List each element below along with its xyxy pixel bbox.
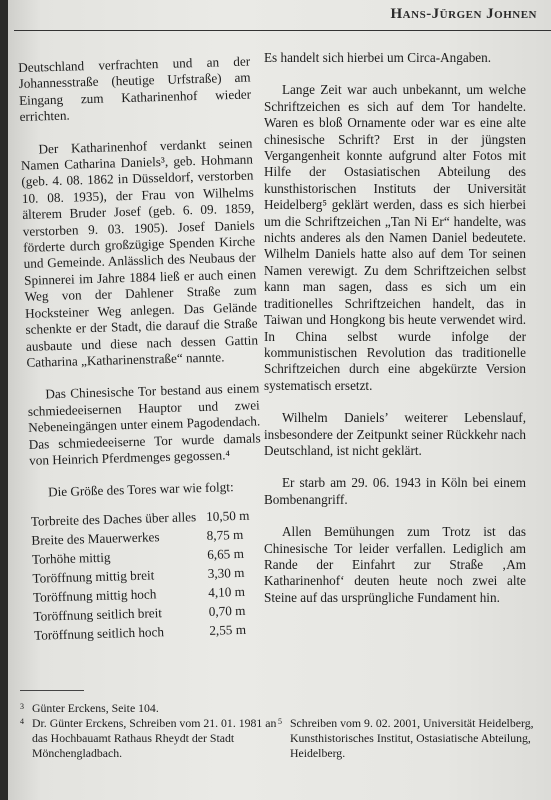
footnote-text: Günter Erckens, Seite 104. [32, 701, 159, 715]
dimensions-table [31, 505, 253, 644]
dim-label: Toröffnung mittig breit [32, 567, 155, 586]
dim-label: Toröffnung seitlich hoch [33, 623, 165, 643]
right-paragraph-4: Er starb am 29. 06. 1943 in Köln bei einem Bombenangriff. [264, 475, 526, 507]
footnote-text: Schreiben vom 9. 02. 2001, Universität Heidelberg, Kunsthistorisches Institut, Ostasiatische Abteilung, Heidelberg. [290, 716, 534, 760]
footnote-number: 4 [20, 717, 24, 726]
footnote-4 [20, 716, 280, 761]
dim-value: 3,30 m [207, 564, 245, 581]
footnote-5 [278, 716, 548, 761]
dim-value: 10,50 m [205, 507, 250, 524]
dimensions-intro: Die Größe des Tores war wie folgt: [47, 479, 234, 500]
right-paragraph-3: Wilhelm Daniels’ weiterer Lebenslauf, insbesondere der Zeitpunkt seiner Rückkehr nach Deutschland, ist nicht geklärt. [264, 410, 526, 458]
footnotes-right [278, 716, 548, 761]
running-header [14, 0, 551, 31]
dim-value: 8,75 m [206, 526, 244, 543]
footnote-number: 3 [20, 702, 24, 711]
header-author: Hans-Jürgen Johnen [390, 6, 537, 22]
right-paragraph-5: Allen Bemühungen zum Trotz ist das Chinesische Tor leider verfallen. Lediglich am Rande der Einfahrt zur Straße ‚Am Katharinenhof‘ deuten heute noch zwei alte Steine auf das ursprüngliche Fundament hin. [264, 524, 526, 605]
left-paragraph-1: Deutschland verfrachten und an der Johannesstraße (heutige Urfstraße) am Eingang zum Katharinenhof wieder errichten. [18, 53, 252, 125]
footnote-text: Dr. Günter Erckens, Schreiben vom 21. 01. 1981 an das Hochbauamt Rathaus Rheydt der Stadt Mönchengladbach. [32, 716, 277, 760]
dim-label: Toröffnung mittig hoch [32, 586, 157, 605]
dim-label: Torbreite des Daches über alles [30, 508, 197, 529]
left-paragraph-2: Der Katharinenhof verdankt seinen Namen Catharina Daniels³, geb. Hohmann (geb. 4. 08. 1862 in Düsseldorf, verstorben 10. 08. 1935), der Frau von Wilhelms älterem Bruder Josef (geb. 6. 09. 1859, verstorben 9. 03. 1905). Josef Daniels förderte durch großzügige Spenden Kirche und Gemeinde. Anlässlich des Neubaus der Spinnerei im Jahre 1884 ließ er auch einen Weg von der Dahlener Straße zum Hocksteiner Weg anlegen. Das Gelände schenkte er der Stadt, die darauf die Straße ausbaute und diese nach dessen Gattin Catharina „Katharinenstraße“ nannte. [20, 135, 259, 370]
dim-label: Breite des Mauerwerkes [31, 528, 160, 548]
dim-label: Toröffnung seitlich breit [33, 604, 163, 624]
footnote-rule [20, 690, 84, 691]
right-paragraph-1: Es handelt sich hierbei um Circa-Angaben. [264, 50, 492, 65]
dim-value: 6,65 m [206, 545, 245, 562]
footnote-3 [20, 701, 280, 716]
footnotes-left [20, 690, 280, 761]
left-paragraph-3: Das Chinesische Tor bestand aus einem schmiedeeisernen Hauptor und zwei Nebeneingängen unter einem Pagodendach. Das schmiedeeiserne Tor wurde damals von Heinrich Pferdmenges gegossen.⁴ [27, 380, 261, 468]
right-column [264, 50, 526, 606]
left-column [18, 54, 266, 645]
right-paragraph-2: Lange Zeit war auch unbekannt, um welche Schriftzeichen es sich auf dem Tor handelte. Waren es bloß Ornamente oder war es eine alte chinesische Schrift? Erst in der jüngsten Vergangenheit konnte aufgrund alter Fotos mit Hilfe der Ostasiatischen Abteilung des kunsthistorischen Instituts der Universität Heidelberg⁵ geklärt werden, dass es sich hierbei um die Schriftzeichen „Tan Ni Er“ handelte, was nichts anderes als den Namen Daniel bedeutete. Wilhelm Daniels hatte also auf dem Tor seinen Namen verewigt. Zu dem Schriftzeichen selbst kann man sagen, dass es sich um ein traditionelles Schriftzeichen handelt, das in Taiwan und Hongkong bis heute verwendet wird. In China selbst wurde infolge der kommunistischen Revolution das traditionelle Schriftzeichen durch eine abgekürzte Version systematisch ersetzt. [264, 82, 526, 393]
dim-value: 0,70 m [208, 602, 246, 619]
dim-value: 2,55 m [209, 621, 247, 638]
footnote-number: 5 [278, 717, 282, 726]
book-page [8, 0, 551, 800]
dim-value: 4,10 m [208, 583, 246, 600]
dim-label: Torhöhe mittig [31, 549, 111, 567]
